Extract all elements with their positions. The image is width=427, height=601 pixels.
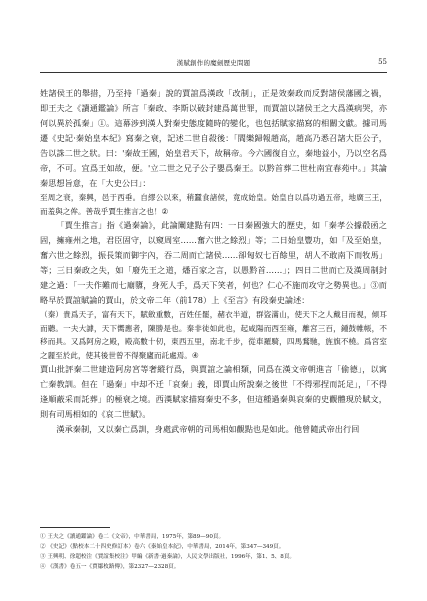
footnote-item: ① 王夫之《讀通鑑論》卷二《文帝》，中華書局，1975年，第89—90頁。 [40,534,225,540]
paragraph: 漢承秦制，又以秦亡爲訓，身處武帝朝的司馬相如觀點也是如此。他曾隨武帝出行回 [56,424,360,434]
block-quote: （秦）貴爲天子，富有天下，賦斂重數，百姓任罷，赭衣半道，群盜滿山，使天下之人戴目而視，傾耳而聽。一夫大謼，天下嚮應者，陳勝是也。秦非徒如此也，起咸陽而西至雍，離宮三百，鍾鼓帷帳，不移而具。又爲阿房之殿，殿高數十仞，東西五里，南北千步，從車羅騎，四馬鶩馳，旌旗不橈。爲宮室之麗至於此，使其後世曾不得聚廬而託處焉。④ [40,310,387,360]
page-number: 55 [378,58,387,66]
footnotes [40,532,387,572]
paragraph: 賈山批評秦二世建造阿房宮等奢縱行爲，與賈誼之論相類，同爲在漢文帝朝進言「偷德」，以寓亡秦教訓。但在「過秦」中却不迁「哀秦」義，即賈山所說秦之後世「不得邪捏而託足」，「不得逢順蔽采而託葬」的極衰之境。西漢賦家描寫秦史不多，但這種過秦與哀秦的史觀體現於賦文，則有司馬相如的《哀二世賦》。 [40,364,387,419]
body-text [40,86,387,437]
page-header [40,58,387,76]
footnote-item: ③ 王興明、徐超校注《賈誼集校注》甲編《新書·過秦論》，人民文學出版社，1996年，第1、5、8頁。 [40,554,296,560]
footnote-item: ④ 《漢書》卷五一《賈鄒枚路傳》，第2327—2328頁。 [40,564,180,570]
footnote-rule [40,527,110,528]
block-quote: 至周之衰，秦興，邑于西垂。自繆公以來，稍蠶食諸侯，竟成始皇。始皇自以爲功過五帝，地廣三王，而羞與之侔。善哉乎賈生推言之也！② [40,193,387,216]
header-rule [40,72,387,73]
footnote-item: ② 《史記》（點校本二十四史修訂本）卷六《秦始皇本紀》，中華書局，2014年，第347—349頁。 [40,544,285,550]
paragraph: 姓諸侯王的舉措，乃至持「過秦」說的賈誼爲漢政「改制」，正是效秦政而反對諸侯藩國之禍，即王夫之《讀通鑑論》所言「秦政、李斯以破封建爲萬世罪，而賈誼以諸侯王之大爲漢病哭，亦何以異於孤秦」①。這幕涉到漢人對秦史態度隨時的變化，也包括賦家描寫的相關文獻。據司馬遷《史記·秦始皇本紀》寫秦之衰，記述二世自殺後：「閻樂歸報趙高，趙高乃悉召諸大臣公子，告以誅二世之狀。曰：'秦故王國，始皇君天下，故稱帝。今六國復自立，秦地益小，乃以空名爲帝，不可。宜爲王如故，便。'立二世之兄子公子嬰爲秦王。以黔首葬二世杜南宜春苑中。」其論秦思想旨意，在「大史公曰」： [40,88,387,188]
paragraph: 「賈生推言」指《過秦論》，此論闡建點有四：一日秦國強大的歷史，如「秦孝公據殽函之固，擁雍州之地，君臣固守，以窺周室……奮六世之餘烈」等；二日始皇豐功，如「及至始皇，奮六世之餘烈，振長策而御宇內，吞二周而亡諸侯……卻匈奴七百餘里，胡人不敢南下而牧馬」等；三日秦政之失，如「廢先王之道，燔百家之言，以愚黔首……」；四日二世而亡及漢周制封建之過：「一夫作難而七廟隳，身死人手，爲天下笑者，何也？仁心不施而攻守之勢異也。」③而略早於賈誼賦論的賈山，於文帝二年（前178）上《至言》有段秦史論述： [40,220,387,305]
running-head: 漢賦創作的魔劍歷史問題 [176,59,251,67]
